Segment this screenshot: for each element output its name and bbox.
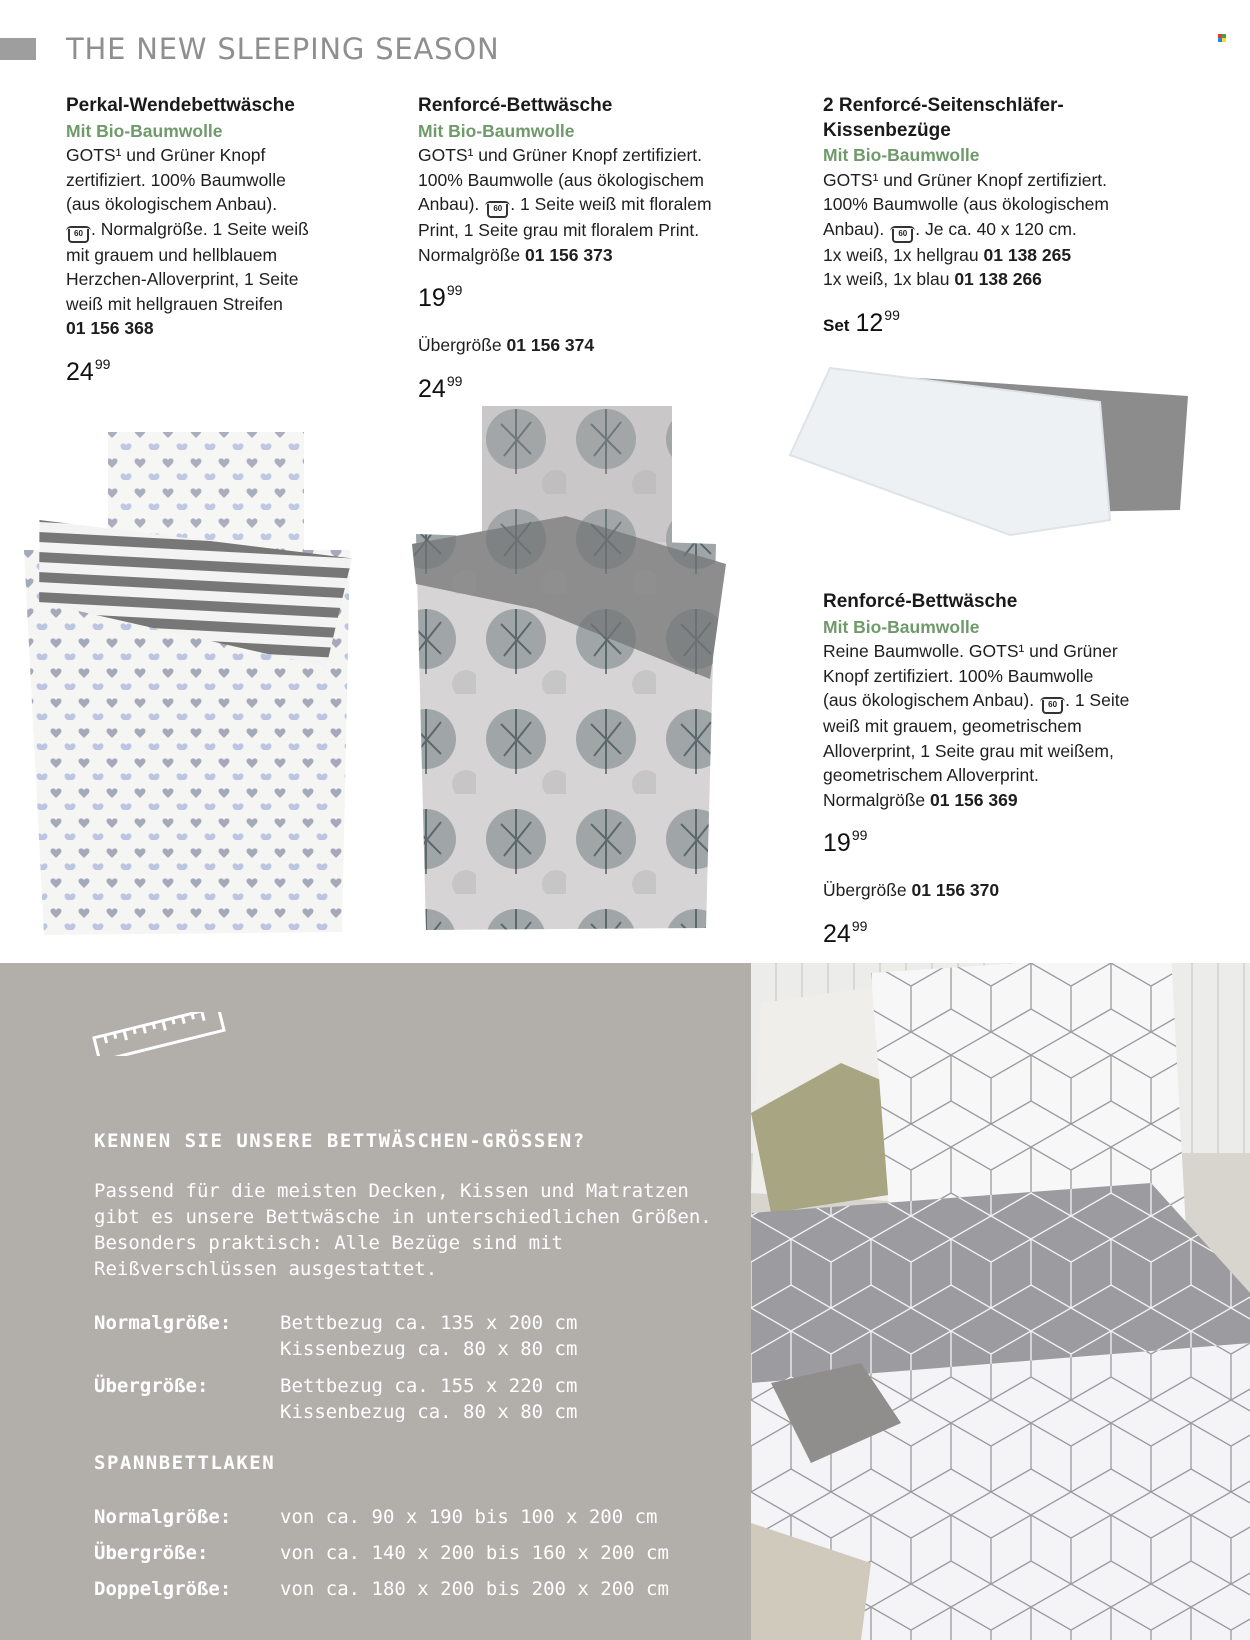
ruler-icon [92, 1012, 226, 1056]
oversize-price: $24^{99}$ [418, 372, 463, 403]
product-description: GOTS¹ und Grüner Knopf zertifiziert. 100% Baumwolle (aus ökologischem Anbau). 60 . Normalgröße. 1 Seite weiß mit grauem und hellblauem Herzchen-Alloverprint, 1 Seite weiß mit hellgrauen Streifen [66, 145, 309, 314]
product-seitenschlaefer-kissenbezuege [823, 94, 1163, 341]
product-subtitle: Mit Bio-Baumwolle [418, 120, 575, 141]
product-description: GOTS¹ und Grüner Knopf zertifiziert. 100% Baumwolle (aus ökologischem Anbau). 60 . 1 Seite weiß mit floralem Print, 1 Seite grau mit floralem Print. Normalgröße 01 156 373 [418, 145, 712, 265]
header-color-block [0, 38, 36, 60]
product-price: $24^{99}$ [66, 355, 111, 386]
brand-logo-icon [1218, 34, 1226, 42]
product-price: Set $12^{99}$ [823, 306, 900, 337]
product-description: GOTS¹ und Grüner Knopf zertifiziert. 100% Baumwolle (aus ökologischem Anbau). 60 . Je ca. 40 x 120 cm. [823, 168, 1163, 243]
product-description: Reine Baumwolle. GOTS¹ und Grüner Knopf zertifiziert. 100% Baumwolle (aus ökologischem Anbau). 60 . 1 Seite weiß mit grauem, geometrischem Alloverprint, 1 Seite grau mit weißem, geometrischem Alloverprint. Normalgröße 01 156 369 [823, 641, 1130, 810]
sizes-intro-text: Passend für die meisten Decken, Kissen und Matratzen gibt es unsere Bettwäsche in unterschiedlichen Größen. Besonders praktisch: Alle Bezüge sind mit Reißverschlüssen ausgestattet. [94, 1180, 712, 1280]
geometric-bedding-lifestyle-photo [751, 963, 1250, 1640]
product-name: 2 Renforcé-Seitenschläfer- Kissenbezüge [823, 95, 1064, 141]
variant-line: 1x weiß, 1x blau 01 138 266 [823, 269, 1042, 289]
product-renforce-bettwaesche-geometric [823, 590, 1163, 949]
product-price: $19^{99}$ [823, 827, 868, 857]
heart-bedding-photo [20, 420, 360, 940]
product-name: Renforcé-Bettwäsche [823, 591, 1018, 612]
product-perkal-wendebettwaesche [66, 94, 366, 387]
wash-60-icon: 60 [892, 229, 913, 243]
wash-60-icon: 60 [1042, 700, 1063, 714]
article-number: 01 156 373 [525, 244, 613, 265]
oversize-line: Übergröße 01 156 374 [418, 335, 595, 355]
product-subtitle: Mit Bio-Baumwolle [66, 120, 223, 141]
oversize-article-number: 01 156 374 [506, 335, 595, 355]
fitted-sheets-heading: SPANNBETTLAKEN [94, 1452, 276, 1474]
product-subtitle: Mit Bio-Baumwolle [823, 616, 980, 637]
oversize-article-number: 01 156 370 [911, 880, 1000, 900]
article-number: 01 156 369 [930, 789, 1018, 810]
floral-bedding-photo [386, 394, 752, 940]
side-sleeper-pillows-photo [770, 360, 1190, 545]
sizes-heading: KENNEN SIE UNSERE BETTWÄSCHEN-GRÖSSEN? [94, 1130, 586, 1152]
product-price: $19^{99}$ [418, 282, 463, 312]
info-panel [0, 963, 751, 1640]
variant-line: 1x weiß, 1x hellgrau 01 138 265 [823, 244, 1072, 265]
product-subtitle: Mit Bio-Baumwolle [823, 145, 980, 165]
article-number: 01 156 368 [66, 318, 154, 338]
product-renforce-bettwaesche-floral [418, 94, 748, 404]
oversize-price: $24^{99}$ [823, 917, 868, 948]
wash-60-icon: 60 [68, 229, 89, 243]
oversize-line: Übergröße 01 156 370 [823, 880, 1000, 900]
product-name: Renforcé-Bettwäsche [418, 95, 613, 116]
product-name: Perkal-Wendebettwäsche [66, 95, 295, 116]
page-title: THE NEW SLEEPING SEASON [66, 32, 500, 66]
wash-60-icon: 60 [487, 204, 508, 218]
